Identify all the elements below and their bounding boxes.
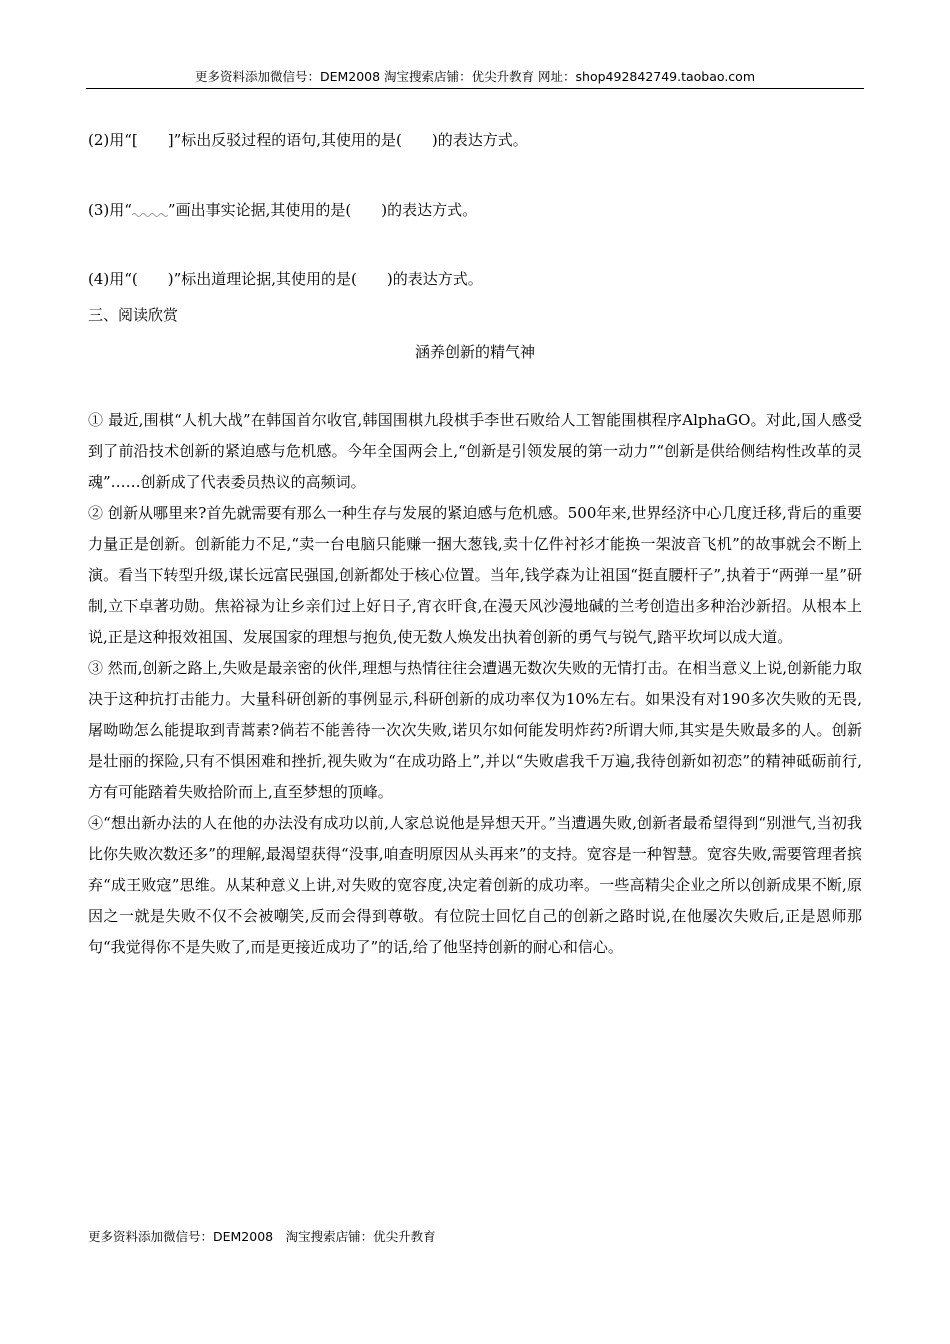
question-2: (2)用“[ ]”标出反驳过程的语句,其使用的是( )的表达方式。: [88, 131, 528, 149]
question-3-end: ”画出事实论据,其使用的是( )的表达方式。: [167, 201, 478, 219]
article-paragraph-4: ④“想出新办法的人在他的办法没有成功以前,人家总说他是异想天开。”当遭遇失败,创新者最希望得到“别泄气,当初我比你失败次数还多”的理解,最渴望获得“没事,咱查明原因从头再来”的支持。宽容是一种智慧。宽容失败,需要管理者摈弃“成王败寇”思维。从某种意义上讲,对失败的宽容度,决定着创新的成功率。一些高精尖企业之所以创新成果不断,原因之一就是失败不仅不会被嘲笑,反而会得到尊敬。有位院士回忆自己的创新之路时说,在他屡次失败后,正是恩师那句“我觉得你不是失败了,而是更接近成功了”的话,给了他坚持创新的耐心和信心。: [88, 814, 862, 956]
page-header: [86, 68, 864, 89]
question-4: (4)用“( )”标出道理论据,其使用的是( )的表达方式。: [88, 270, 483, 288]
page-footer: [88, 1228, 436, 1246]
question-3-start: (3)用“: [88, 201, 132, 219]
article-paragraph-3: ③ 然而,创新之路上,失败是最亲密的伙伴,理想与热情往往会遭遇无数次失败的无情打击。在相当意义上说,创新能力取决于这种抗打击能力。大量科研创新的事例显示,科研创新的成功率仅为10%左右。如果没有对190多次失败的无畏,屠呦呦怎么能提取到青蒿素?倘若不能善待一次次失败,诺贝尔如何能发明炸药?所谓大师,其实是失败最多的人。创新是壮丽的探险,只有不惧困难和挫折,视失败为“在成功路上”,并以“失败虐我千万遍,我待创新如初恋”的精神砥砺前行,方有可能踏着失败拾阶而上,直至梦想的顶峰。: [88, 659, 862, 801]
article-paragraph-1: ① 最近,围棋“人机大战”在韩国首尔收官,韩国围棋九段棋手李世石败给人工智能围棋程序AlphaGO。对此,国人感受到了前沿技术创新的紧迫感与危机感。今年全国两会上,“创新是引领发展的第一动力”“创新是供给侧结构性改革的灵魂”……创新成了代表委员热议的高频词。: [88, 411, 862, 491]
article-body: [88, 405, 862, 963]
article-paragraph-2: ② 创新从哪里来?首先就需要有那么一种生存与发展的紧迫感与危机感。500年来,世界经济中心几度迁移,背后的重要力量正是创新。创新能力不足,“卖一台电脑只能赚一捆大葱钱,卖十亿件衬衫才能换一架波音飞机”的故事就会不断上演。看当下转型升级,谋长远富民强国,创新都处于核心位置。当年,钱学森为让祖国“挺直腰杆子”,执着于“两弹一星”研制,立下卓著功勋。焦裕禄为让乡亲们过上好日子,宵衣旰食,在漫天风沙漫地碱的兰考创造出多种治沙新招。从根本上说,正是这种报效祖国、发展国家的理想与抱负,使无数人焕发出执着创新的勇气与锐气,踏平坎坷以成大道。: [88, 504, 862, 646]
footer-text: 更多资料添加微信号：DEM2008 淘宝搜索店铺：优尖升教育: [88, 1229, 436, 1244]
question-3: [88, 200, 477, 220]
wavy-underline-icon: [132, 200, 168, 220]
header-text: 更多资料添加微信号：DEM2008 淘宝搜索店铺：优尖升教育 网址：shop492842749.taobao.com: [194, 69, 756, 84]
section-title: 三、阅读欣赏: [88, 306, 179, 324]
article-title: 涵养创新的精气神: [414, 343, 535, 361]
